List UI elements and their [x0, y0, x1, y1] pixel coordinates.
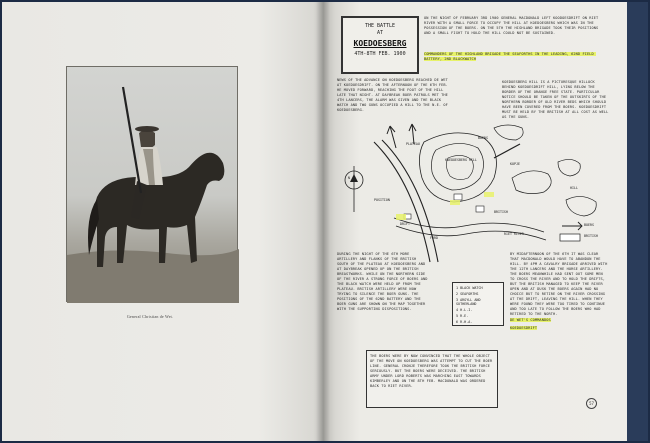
map-label-british: BRITISH: [494, 210, 508, 214]
book-cover-edge: [627, 2, 648, 441]
key-british: BRITISH: [584, 234, 598, 238]
horseman-silhouette: [67, 67, 239, 303]
map-label-plateau: PLATEAU: [406, 142, 420, 146]
left-paragraph-1: NEWS OF THE ADVANCE ON KOEDOESBERG REACHED DE WET AT KOEDOESDRIFT. ON THE AFTERNOON OF THE 6TH FEB. HE MOVED FORWARD, REACHING THE FOOT OF THE HILL LATE THAT NIGHT. AT DAYBREAK BOER PATROLS MET THE 4TH LANCERS, THE ALARM WAS GIVEN AND THE BLACK WATCH AND TWO GUNS OCCUPIED A HILL TO THE N.E. OF KOEDOESBERG.: [337, 78, 451, 112]
map-label-compass: N: [348, 176, 350, 180]
book-spine: [316, 2, 330, 441]
right-paragraph-2: BY MIDAFTERNOON OF THE 6TH IT WAS CLEAR THAT MACDONALD WOULD HAVE TO ABANDON THE HILL. BY 4PM A CAVALRY BRIGADE ARRIVED WITH THE 12TH LANCERS AND THE HORSE ARTILLERY. THE BOERS MEANWHILE HAD SENT OUT SOME MEN TO CROSS THE RIVER AND TO HOLD THE DRIFTS, BUT THE BRITISH MANAGED TO KEEP THE RIVER OPEN AND AT DUSK THE BOERS AGAIN HAD NO CHOICE BUT TO RETIRE ON THE RIVER CROSSING AT THE DRIFT, LEAVING THE HILL. WHEN THEY WERE FOUND THEY WERE TOO TIRED TO CONTINUE AND TOO LATE TO FOLLOW THE BOERS WHO HAD RETIRED TO THE NORTH.: [510, 252, 610, 316]
legend-item: 3 ARGYLL AND SUTHERLAND: [456, 298, 481, 306]
title-main: KOEDOESBERG: [353, 39, 407, 48]
battle-map: [334, 122, 611, 272]
legend-item: 4 H.L.I.: [456, 308, 473, 312]
title-line-1: THE BATTLE: [364, 23, 396, 29]
intro-highlight: [424, 52, 606, 62]
title-box: [341, 16, 419, 74]
map-label-riet-river: RIET RIVER: [504, 232, 524, 236]
right-highlight-1: [510, 318, 608, 323]
map-label-hill: HILL: [570, 186, 578, 190]
legend-item: 5 R.E.: [456, 314, 469, 318]
title-line-2: AT: [376, 30, 384, 36]
intro-paragraph: ON THE NIGHT OF FEBRUARY 3RD 1900 GENERAL MACDONALD LEFT KOODOESDRIFT ON RIET RIVER WITH A SMALL FORCE TO OCCUPY THE HILL AT KOEDOESBERG WHICH WAS IN THE POSSESSION OF THE BOERS. ON THE 5TH THE HIGHLAND BRIGADE TOOK THEIR POSITIONS AND A SMALL FIGHT TO HOLD THE HILL COULD NOT BE SUSTAINED.: [424, 16, 601, 35]
key-boers: BOERS: [584, 223, 594, 227]
map-label-drift: DRIFT: [400, 222, 410, 226]
map-label-koedoesberg-hill: KOEDOESBERG HILL: [445, 158, 477, 162]
horseman-photograph: [66, 66, 238, 302]
map-label-boers-north: BOERS: [478, 136, 488, 140]
page-number: 57: [586, 398, 597, 409]
photo-caption: General Christian de Wet.: [126, 314, 174, 319]
right-highlight-1-text: DE WET'S COMMANDOS: [510, 318, 551, 322]
right-highlight-2: [510, 326, 608, 331]
legend-item: 2 SEAFORTHS: [456, 292, 479, 296]
right-paragraph-1: KOEDOESBERG HILL IS A PICTURESQUE HILLOCK BEHIND KOEDOESDRIFT HILL, LYING BELOW THE BORDER OF THE ORANGE FREE STATE. PARTICULAR NOTICE SHOULD BE TAKEN OF THE OUTSKIRTS OF THE NORTHERN BORDER OF OLD RIVER BEDS WHICH SHOULD HAVE BEEN COVERED FROM THE BOERS. KOEDOESDRIFT MUST BE HELD BY THE BRITISH AT ALL COST AS WELL AS THE GUNS.: [502, 80, 611, 119]
legend-item: 6 R.H.A.: [456, 320, 473, 324]
battle-sheet: [334, 14, 611, 416]
map-label-position: POSITION: [374, 198, 390, 202]
legend-box: [452, 282, 504, 326]
right-highlight-2-text: KOEDOESDRIFT: [510, 326, 538, 330]
map-label-ford: FORD: [430, 236, 438, 240]
bottom-paragraph: THE BOERS WERE BY NOW CONVINCED THAT THE WHOLE OBJECT OF THE MOVE ON KOEDOESBERG WAS ATTEMPT TO CUT THE BOER LINE. GENERAL CRONJE THEREFORE TOOK THE BRITISH FORCE SERIOUSLY. BUT THE BOERS WERE DECEIVED. THE BRITISH ARMY UNDER LORD ROBERTS WAS MARCHING EAST TOWARDS KIMBERLEY AND ON THE 8TH FEB. MACDONALD WAS ORDERED BACK TO RIET RIVER.: [370, 354, 495, 388]
intro-highlight-text: COMMANDERS OF THE HIGHLAND BRIGADE THE SEAFORTHS IN THE LEADING, 62ND FIELD BATTERY, 2ND BLACKWATCH: [424, 52, 597, 61]
map-label-kopje: KOPJE: [510, 162, 520, 166]
legend-item: 1 BLACK WATCH: [456, 286, 483, 290]
left-paragraph-2: DURING THE NIGHT OF THE 6TH MORE ARTILLERY AND FLANKS OF THE BRITISH SOUTH OF THE PLATEAU AT KOEDOESBERG AND AT DAYBREAK OPENED UP ON THE BRITISH BREASTWORKS. WHILE ON THE NORTHERN SIDE OF THE RIVER A STRONG FORCE OF BOERS AND THE BLACK WATCH WERE HELD UP FROM THE PLATEAU. BRITISH ARTILLERY WERE NOW TRYING TO SILENCE THE BOER GUNS. THE POSITIONS OF THE 62ND BATTERY AND THE BOER GUNS ARE SHOWN ON THE MAP TOGETHER WITH THE SUPPORTING DISPOSITIONS.: [337, 252, 430, 311]
bottom-text-box: [366, 350, 498, 408]
title-date: 4TH-8TH FEB. 1900: [354, 51, 406, 57]
